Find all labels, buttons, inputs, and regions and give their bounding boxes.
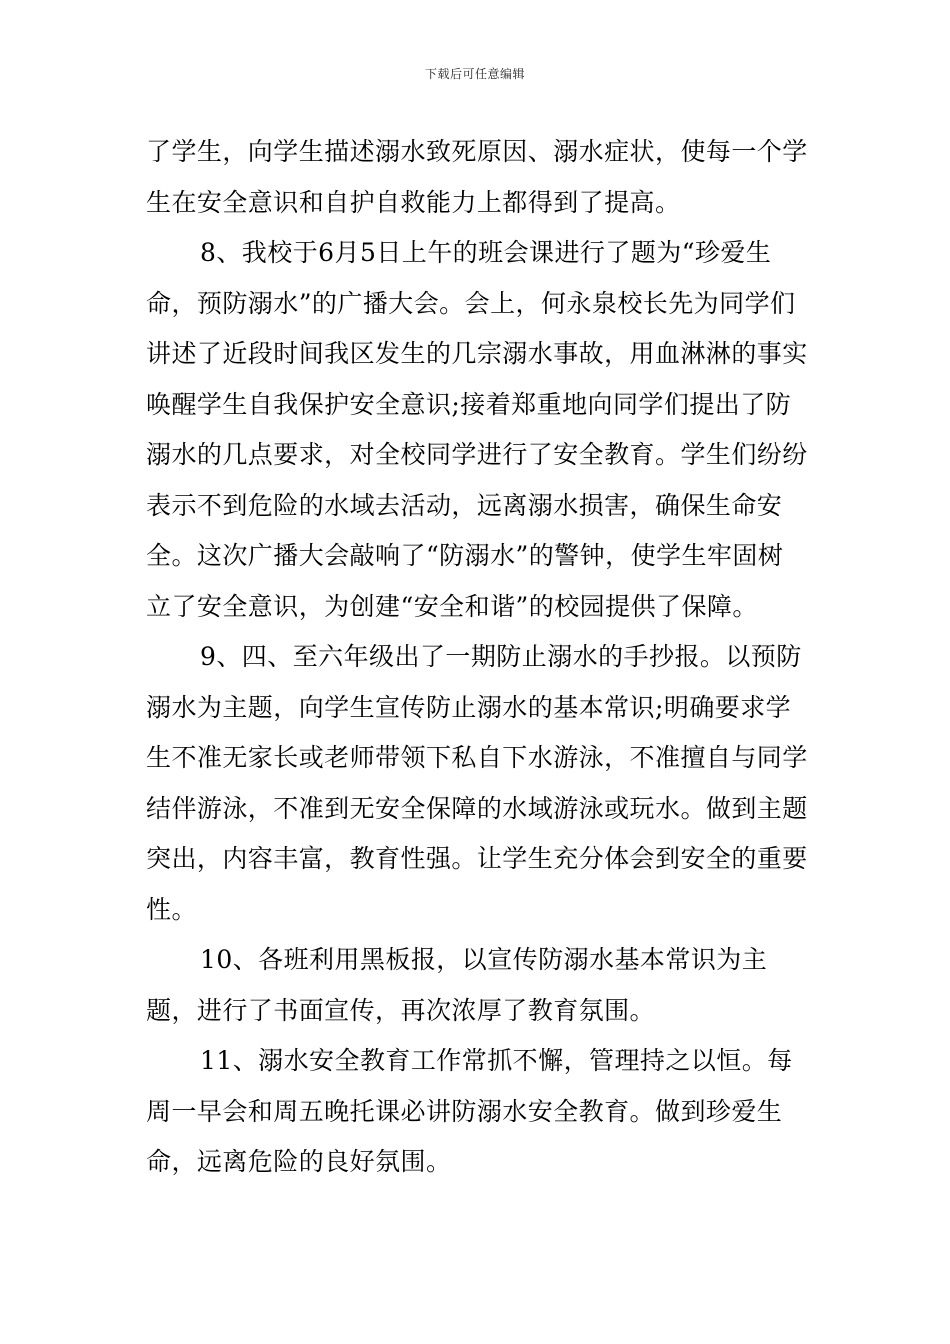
paragraph-item-10: 10、各班利用黑板报，以宣传防溺水基本常识为主题，进行了书面宣传，再次浓厚了教育氛围。 [146,945,768,1025]
paragraph-item-11: 11、溺水安全教育工作常抓不懈，管理持之以恒。每周一早会和周五晚托课必讲防溺水安全教育。做到珍爱生命，远离危险的良好氛围。 [146,1046,793,1176]
paragraph-continuation: 了学生，向学生描述溺水致死原因、溺水症状，使每一个学生在安全意识和自护自救能力上都得到了提高。 [146,137,808,217]
document-body [146,127,808,1188]
page-header-note: 下载后可任意编辑 [424,67,525,81]
paragraph-item-9: 9、四、至六年级出了一期防止溺水的手抄报。以预防溺水为主题，向学生宣传防止溺水的基本常识;明确要求学生不准无家长或老师带领下私自下水游泳，不准擅自与同学结伴游泳，不准到无安全保障的水域游泳或玩水。做到主题突出，内容丰富，教育性强。让学生充分体会到安全的重要性。 [146,642,808,924]
paragraph-item-8: 8、我校于6月5日上午的班会课进行了题为“珍爱生命，预防溺水”的广播大会。会上，何永泉校长先为同学们讲述了近段时间我区发生的几宗溺水事故，用血淋淋的事实唤醒学生自我保护安全意识;接着郑重地向同学们提出了防溺水的几点要求，对全校同学进行了安全教育。学生们纷纷表示不到危险的水域去活动，远离溺水损害，确保生命安全。这次广播大会敲响了“防溺水”的警钟，使学生牢固树立了安全意识，为创建“安全和谐”的校园提供了保障。 [146,238,808,621]
